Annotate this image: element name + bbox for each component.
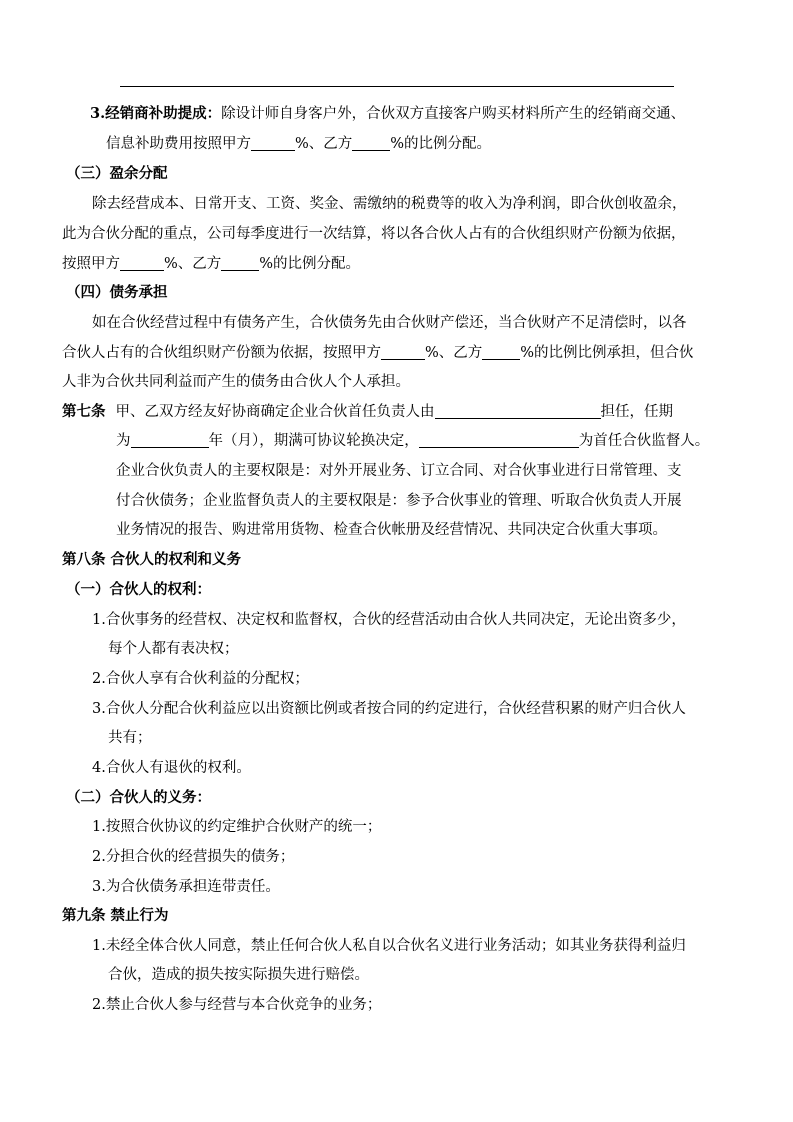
clause-3-number: 3. — [90, 105, 106, 122]
rights-item-2: 2.合伙人享有合伙利益的分配权； — [92, 671, 309, 687]
article-7-label: 第七条 — [62, 403, 106, 420]
duties-item-1: 1.按照合伙协议的约定维护合伙财产的统一； — [92, 819, 382, 835]
blank-jia-percent[interactable] — [381, 344, 425, 360]
rights-item-1-cont: 每个人都有表决权； — [108, 641, 239, 657]
prohibition-item-1-cont: 合伙，造成的损失按实际损失进行赔偿。 — [108, 967, 369, 983]
article-7-line-2: 为 年（月），期满可协议轮换决定， 为首任合伙监督人。 — [116, 433, 710, 449]
rights-heading: （一）合伙人的权利： — [66, 581, 211, 598]
article-7-line-1: 第七条 甲、乙双方经友好协商确定企业合伙首任负责人由 担任，任期 — [62, 403, 673, 420]
blank-yi-percent[interactable] — [221, 255, 259, 271]
article-7-line-4: 付合伙债务；企业监督负责人的主要权限是：参予合伙事业的管理、听取合伙负责人开展 — [116, 493, 682, 509]
blank-jia-percent[interactable] — [120, 255, 164, 271]
duties-item-3: 3.为合伙债务承担连带责任。 — [92, 879, 280, 895]
rights-item-1: 1.合伙事务的经营权、决定权和监督权，合伙的经营活动由合伙人共同决定，无论出资多少， — [92, 612, 686, 628]
prohibition-item-1: 1.未经全体合伙人同意，禁止任何合伙人私自以合伙名义进行业务活动；如其业务获得利益归 — [92, 938, 686, 954]
section-si-line-2: 合伙人占有的合伙组织财产份额为依据，按照甲方 %、乙方 %的比例比例承担，但合伙 — [62, 345, 694, 361]
prohibition-item-2: 2.禁止合伙人参与经营与本合伙竞争的业务； — [92, 997, 382, 1013]
article-8-heading: 第八条 合伙人的权利和义务 — [62, 551, 242, 568]
section-san-line-2: 此为合伙分配的重点，公司每季度进行一次结算，将以各合伙人占有的合伙组织财产份额为依据， — [62, 226, 686, 242]
clause-3-line-2: 信息补助费用按照甲方 %、乙方 %的比例分配。 — [106, 136, 492, 152]
clause-3-title: 经销商补助提成： — [105, 105, 222, 122]
blank-jia-percent[interactable] — [251, 135, 295, 151]
article-7-line-3: 企业合伙负责人的主要权限是：对外开展业务、订立合同、对合伙事业进行日常管理、支 — [116, 463, 682, 479]
blank-yi-percent[interactable] — [352, 135, 390, 151]
rights-item-4: 4.合伙人有退伙的权利。 — [92, 760, 251, 776]
blank-head-person[interactable] — [435, 403, 601, 419]
section-si-line-1: 如在合伙经营过程中有债务产生，合伙债务先由合伙财产偿还，当合伙财产不足清偿时，以各 — [92, 315, 687, 331]
blank-term[interactable] — [131, 432, 209, 448]
section-san-heading: （三）盈余分配 — [66, 165, 168, 182]
section-san-line-3: 按照甲方 %、乙方 %的比例分配。 — [62, 256, 361, 272]
blank-supervisor[interactable] — [419, 432, 579, 448]
duties-heading: （二）合伙人的义务： — [66, 789, 211, 806]
section-si-heading: （四）债务承担 — [66, 284, 168, 301]
clause-3-line-1 — [90, 104, 685, 124]
duties-item-2: 2.分担合伙的经营损失的债务； — [92, 849, 295, 865]
rights-item-3-cont: 共有； — [108, 730, 152, 746]
article-7-line-5: 业务情况的报告、购进常用货物、检查合伙帐册及经营情况、共同决定合伙重大事项。 — [116, 522, 667, 538]
article-9-heading: 第九条 禁止行为 — [62, 907, 169, 924]
section-san-line-1: 除去经营成本、日常开支、工资、奖金、需缴纳的税费等的收入为净利润，即合伙创收盈余， — [92, 196, 687, 212]
header-rule — [120, 86, 674, 87]
blank-yi-percent[interactable] — [482, 344, 520, 360]
rights-item-3: 3.合伙人分配合伙利益应以出资额比例或者按合同的约定进行，合伙经营积累的财产归合伙人 — [92, 701, 686, 717]
clause-3-text-1: 除设计师自身客户外，合伙双方直接客户购买材料所产生的经销商交通、 — [221, 106, 686, 122]
section-si-line-3: 人非为合伙共同利益而产生的债务由合伙人个人承担。 — [62, 374, 410, 390]
